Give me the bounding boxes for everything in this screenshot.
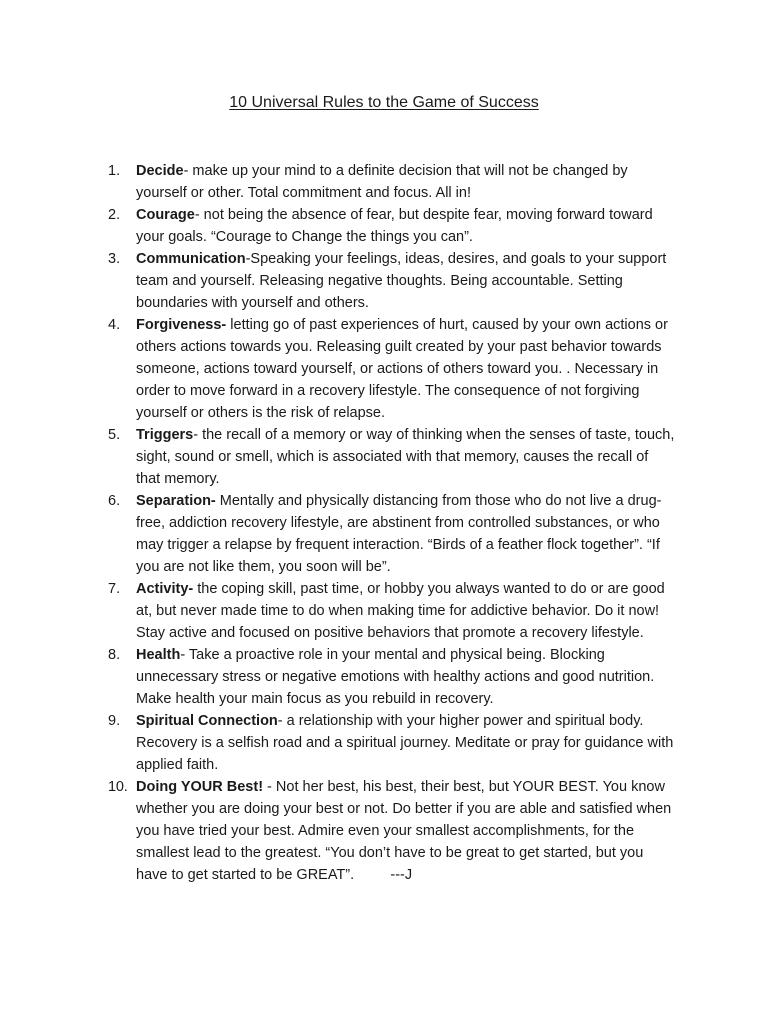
- item-text: - a relationship with your higher power and spiritual body. Recovery is a selfish road and a spiritual journey. Meditate or pray for guidance with applied faith.: [136, 713, 674, 773]
- item-number: 10.: [108, 779, 128, 795]
- document-title: 10 Universal Rules to the Game of Success: [229, 94, 539, 111]
- item-text: letting go of past experiences of hurt, caused by your own actions or others actions towards you. Releasing guilt created by your past behavior towards someone, actions toward yourself, or actions of others toward you. . Necessary in order to move forward in a recovery lifestyle. The consequence of not forgiving yourself or others is the risk of relapse.: [136, 317, 668, 421]
- item-term: Decide: [136, 163, 184, 179]
- item-term: Triggers: [136, 427, 194, 443]
- item-term: Separation-: [136, 493, 216, 509]
- item-term: Communication: [136, 251, 246, 267]
- item-number: 5.: [108, 427, 121, 443]
- item-number: 8.: [108, 647, 121, 663]
- item-body: [136, 160, 676, 204]
- item-body: [136, 710, 676, 776]
- list-item: [108, 490, 676, 578]
- list-item: [108, 710, 676, 776]
- item-body: [136, 314, 676, 424]
- list-item: [108, 160, 676, 204]
- item-number: 9.: [108, 713, 121, 729]
- item-text: - make up your mind to a definite decision that will not be changed by yourself or other. Total commitment and focus. All in!: [136, 163, 628, 201]
- item-number: 2.: [108, 207, 121, 223]
- item-text: - the recall of a memory or way of thinking when the senses of taste, touch, sight, sound or smell, which is associated with that memory, causes the recall of that memory.: [136, 427, 675, 487]
- list-item: [108, 578, 676, 644]
- item-number: 7.: [108, 581, 121, 597]
- list-item: [108, 424, 676, 490]
- item-body: [136, 490, 676, 578]
- item-number: 6.: [108, 493, 121, 509]
- item-text: Mentally and physically distancing from those who do not live a drug-free, addiction recovery lifestyle, are abstinent from controlled substances, or who may trigger a relapse by frequent interaction. “Birds of a feather flock together”. “If you are not like them, you soon will be”.: [136, 493, 662, 575]
- list-item: [108, 248, 676, 314]
- list-item: [108, 644, 676, 710]
- item-number: 3.: [108, 251, 121, 267]
- list-item: [108, 204, 676, 248]
- item-number: 1.: [108, 163, 121, 179]
- item-term: Spiritual Connection: [136, 713, 278, 729]
- item-number: 4.: [108, 317, 121, 333]
- item-text: - Not her best, his best, their best, but YOUR BEST. You know whether you are doing your best or not. Do better if you are able and satisfied when you have tried your best. Admire even your smallest accomplishments, for the smallest lead to the greatest. “You don’t have to be great to get started, but you have to get started to be GREAT”. ---J: [136, 779, 676, 883]
- list-item: [108, 776, 676, 886]
- item-term: Health: [136, 647, 181, 663]
- item-body: [136, 776, 676, 886]
- item-body: [136, 248, 676, 314]
- item-body: [136, 578, 676, 644]
- item-text: -Speaking your feelings, ideas, desires, and goals to your support team and yourself. Releasing negative thoughts. Being accountable. Setting boundaries with yourself and others.: [136, 251, 667, 311]
- item-term: Activity-: [136, 581, 194, 597]
- item-body: [136, 644, 676, 710]
- item-term: Forgiveness-: [136, 317, 227, 333]
- list-item: [108, 314, 676, 424]
- rules-list: [108, 160, 676, 886]
- item-text: the coping skill, past time, or hobby you always wanted to do or are good at, but never made time to do when making time for addictive behavior. Do it now! Stay active and focused on positive behaviors that promote a recovery lifestyle.: [136, 581, 665, 641]
- item-term: Courage: [136, 207, 195, 223]
- item-body: [136, 204, 676, 248]
- item-body: [136, 424, 676, 490]
- item-text: - not being the absence of fear, but despite fear, moving forward toward your goals. “Courage to Change the things you can”.: [136, 207, 653, 245]
- item-text: - Take a proactive role in your mental and physical being. Blocking unnecessary stress or negative emotions with healthy actions and good nutrition. Make health your main focus as you rebuild in recovery.: [136, 647, 655, 707]
- item-term: Doing YOUR Best!: [136, 779, 264, 795]
